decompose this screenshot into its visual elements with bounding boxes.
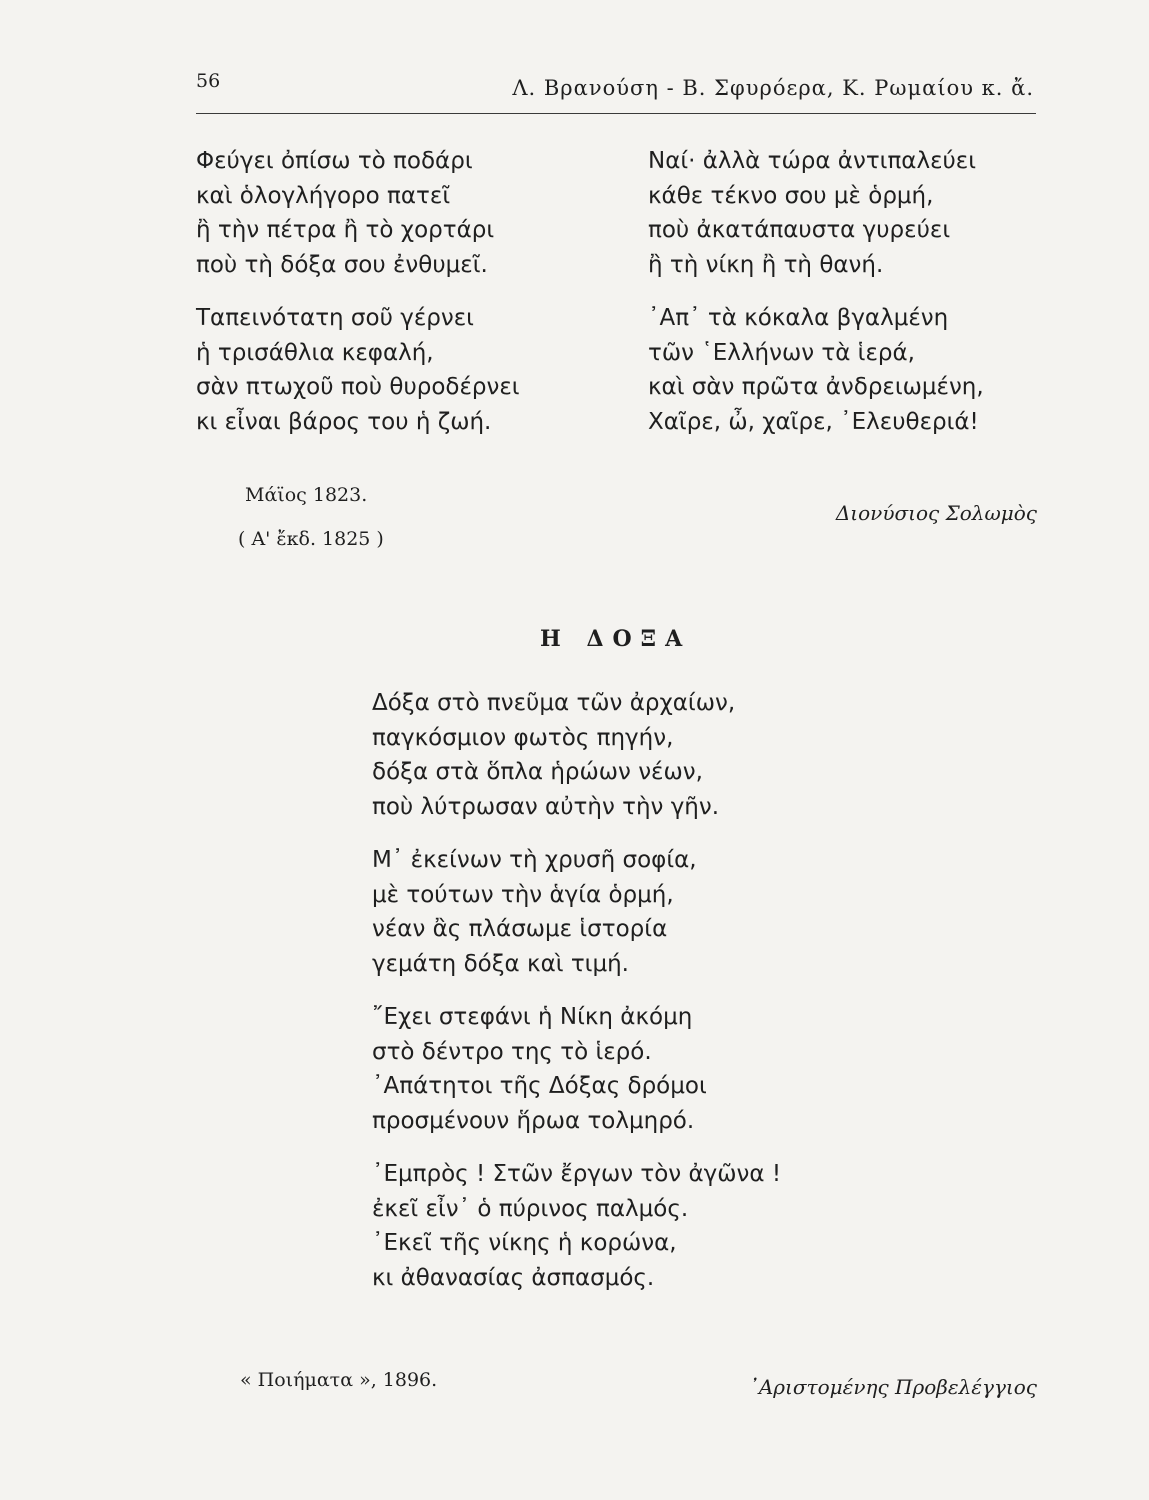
verse-line: στὸ δέντρο της τὸ ἱερό. <box>372 1038 652 1065</box>
verse-line: καὶ ὁλογλήγορο πατεῖ <box>196 182 451 209</box>
page-number: 56 <box>196 70 221 92</box>
verse-line: ἢ τὴν πέτρα ἢ τὸ χορτάρι <box>196 217 495 243</box>
poem1-left-column <box>196 144 520 458</box>
stanza <box>372 1000 781 1138</box>
verse-line: Μ᾿ ἐκείνων τὴ χρυσῆ σοφία, <box>372 847 697 873</box>
header-rule <box>196 113 1036 114</box>
verse-line: κι ἀθανασίας ἀσπασμός. <box>372 1264 655 1291</box>
verse-line: ᾿Απάτητοι τῆς Δόξας δρόμοι <box>372 1073 707 1099</box>
verse-line: Ταπεινότατη σοῦ γέρνει <box>196 305 474 331</box>
verse-line: καὶ σὰν πρῶτα ἀνδρειωμένη, <box>648 374 984 400</box>
verse-line: Ναί· ἀλλὰ τώρα ἀντιπαλεύει <box>648 148 977 174</box>
verse-line: ᾿Εμπρὸς ! Στῶν ἔργων τὸν ἀγῶνα ! <box>372 1161 782 1187</box>
verse-line: ποὺ τὴ δόξα σου ἐνθυμεῖ. <box>196 251 488 278</box>
verse-line: νέαν ἂς πλάσωμε ἱστορία <box>372 916 668 942</box>
poem2-body <box>372 686 781 1314</box>
verse-line: παγκόσμιον φωτὸς πηγήν, <box>372 724 674 751</box>
verse-line: ᾿Απ᾿ τὰ κόκαλα βγαλμένη <box>648 305 949 331</box>
poem1-author: Διονύσιος Σολωμὸς <box>835 501 1037 525</box>
running-head: Λ. Βρανούση - Β. Σφυρόερα, Κ. Ρωμαίου κ. ἄ. <box>512 76 1034 100</box>
verse-line: μὲ τούτων τὴν ἁγία ὁρμή, <box>372 881 674 908</box>
stanza <box>648 301 984 439</box>
poem1-right-column <box>648 144 984 458</box>
verse-line: ἡ τρισάθλια κεφαλή, <box>196 339 434 366</box>
page-header <box>196 70 1036 106</box>
poem2-author: ᾿Αριστομένης Προβελέγγιος <box>748 1375 1037 1399</box>
verse-line: ποὺ ἀκατάπαυστα γυρεύει <box>648 217 951 243</box>
verse-line: κι εἶναι βάρος του ἡ ζωή. <box>196 408 492 435</box>
poem2-source: « Ποιήματα », 1896. <box>240 1369 438 1391</box>
poem2-title: Η ΔΟΞΑ <box>540 626 692 652</box>
verse-line: ἐκεῖ εἶν᾿ ὁ πύρινος παλμός. <box>372 1195 689 1222</box>
stanza <box>372 1157 781 1295</box>
verse-line: ῎Εχει στεφάνι ἡ Νίκη ἀκόμη <box>372 1004 693 1030</box>
verse-line: κάθε τέκνο σου μὲ ὁρμή, <box>648 182 934 209</box>
verse-line: Φεύγει ὀπίσω τὸ ποδάρι <box>196 148 473 174</box>
stanza <box>372 843 781 981</box>
stanza <box>196 144 520 282</box>
verse-line: δόξα στὰ ὅπλα ἡρώων νέων, <box>372 759 703 785</box>
verse-line: ποὺ λύτρωσαν αὐτὴν τὴν γῆν. <box>372 793 720 820</box>
verse-line: σὰν πτωχοῦ ποὺ θυροδέρνει <box>196 374 520 400</box>
verse-line: Χαῖρε, ὦ, χαῖρε, ᾿Ελευθεριά! <box>648 408 979 435</box>
stanza <box>648 144 984 282</box>
verse-line: προσμένουν ἥρωα τολμηρό. <box>372 1107 695 1134</box>
verse-line: Δόξα στὸ πνεῦμα τῶν ἀρχαίων, <box>372 690 736 716</box>
stanza <box>372 686 781 824</box>
verse-line: ἢ τὴ νίκη ἢ τὴ θανή. <box>648 251 884 278</box>
poem1-edition: ( Α' ἔκδ. 1825 ) <box>238 528 384 550</box>
verse-line: ᾿Εκεῖ τῆς νίκης ἡ κορώνα, <box>372 1230 677 1256</box>
stanza <box>196 301 520 439</box>
verse-line: γεμάτη δόξα καὶ τιμή. <box>372 950 629 977</box>
verse-line: τῶν ῾Ελλήνων τὰ ἱερά, <box>648 339 915 366</box>
poem1-date: Μάϊος 1823. <box>245 484 368 506</box>
